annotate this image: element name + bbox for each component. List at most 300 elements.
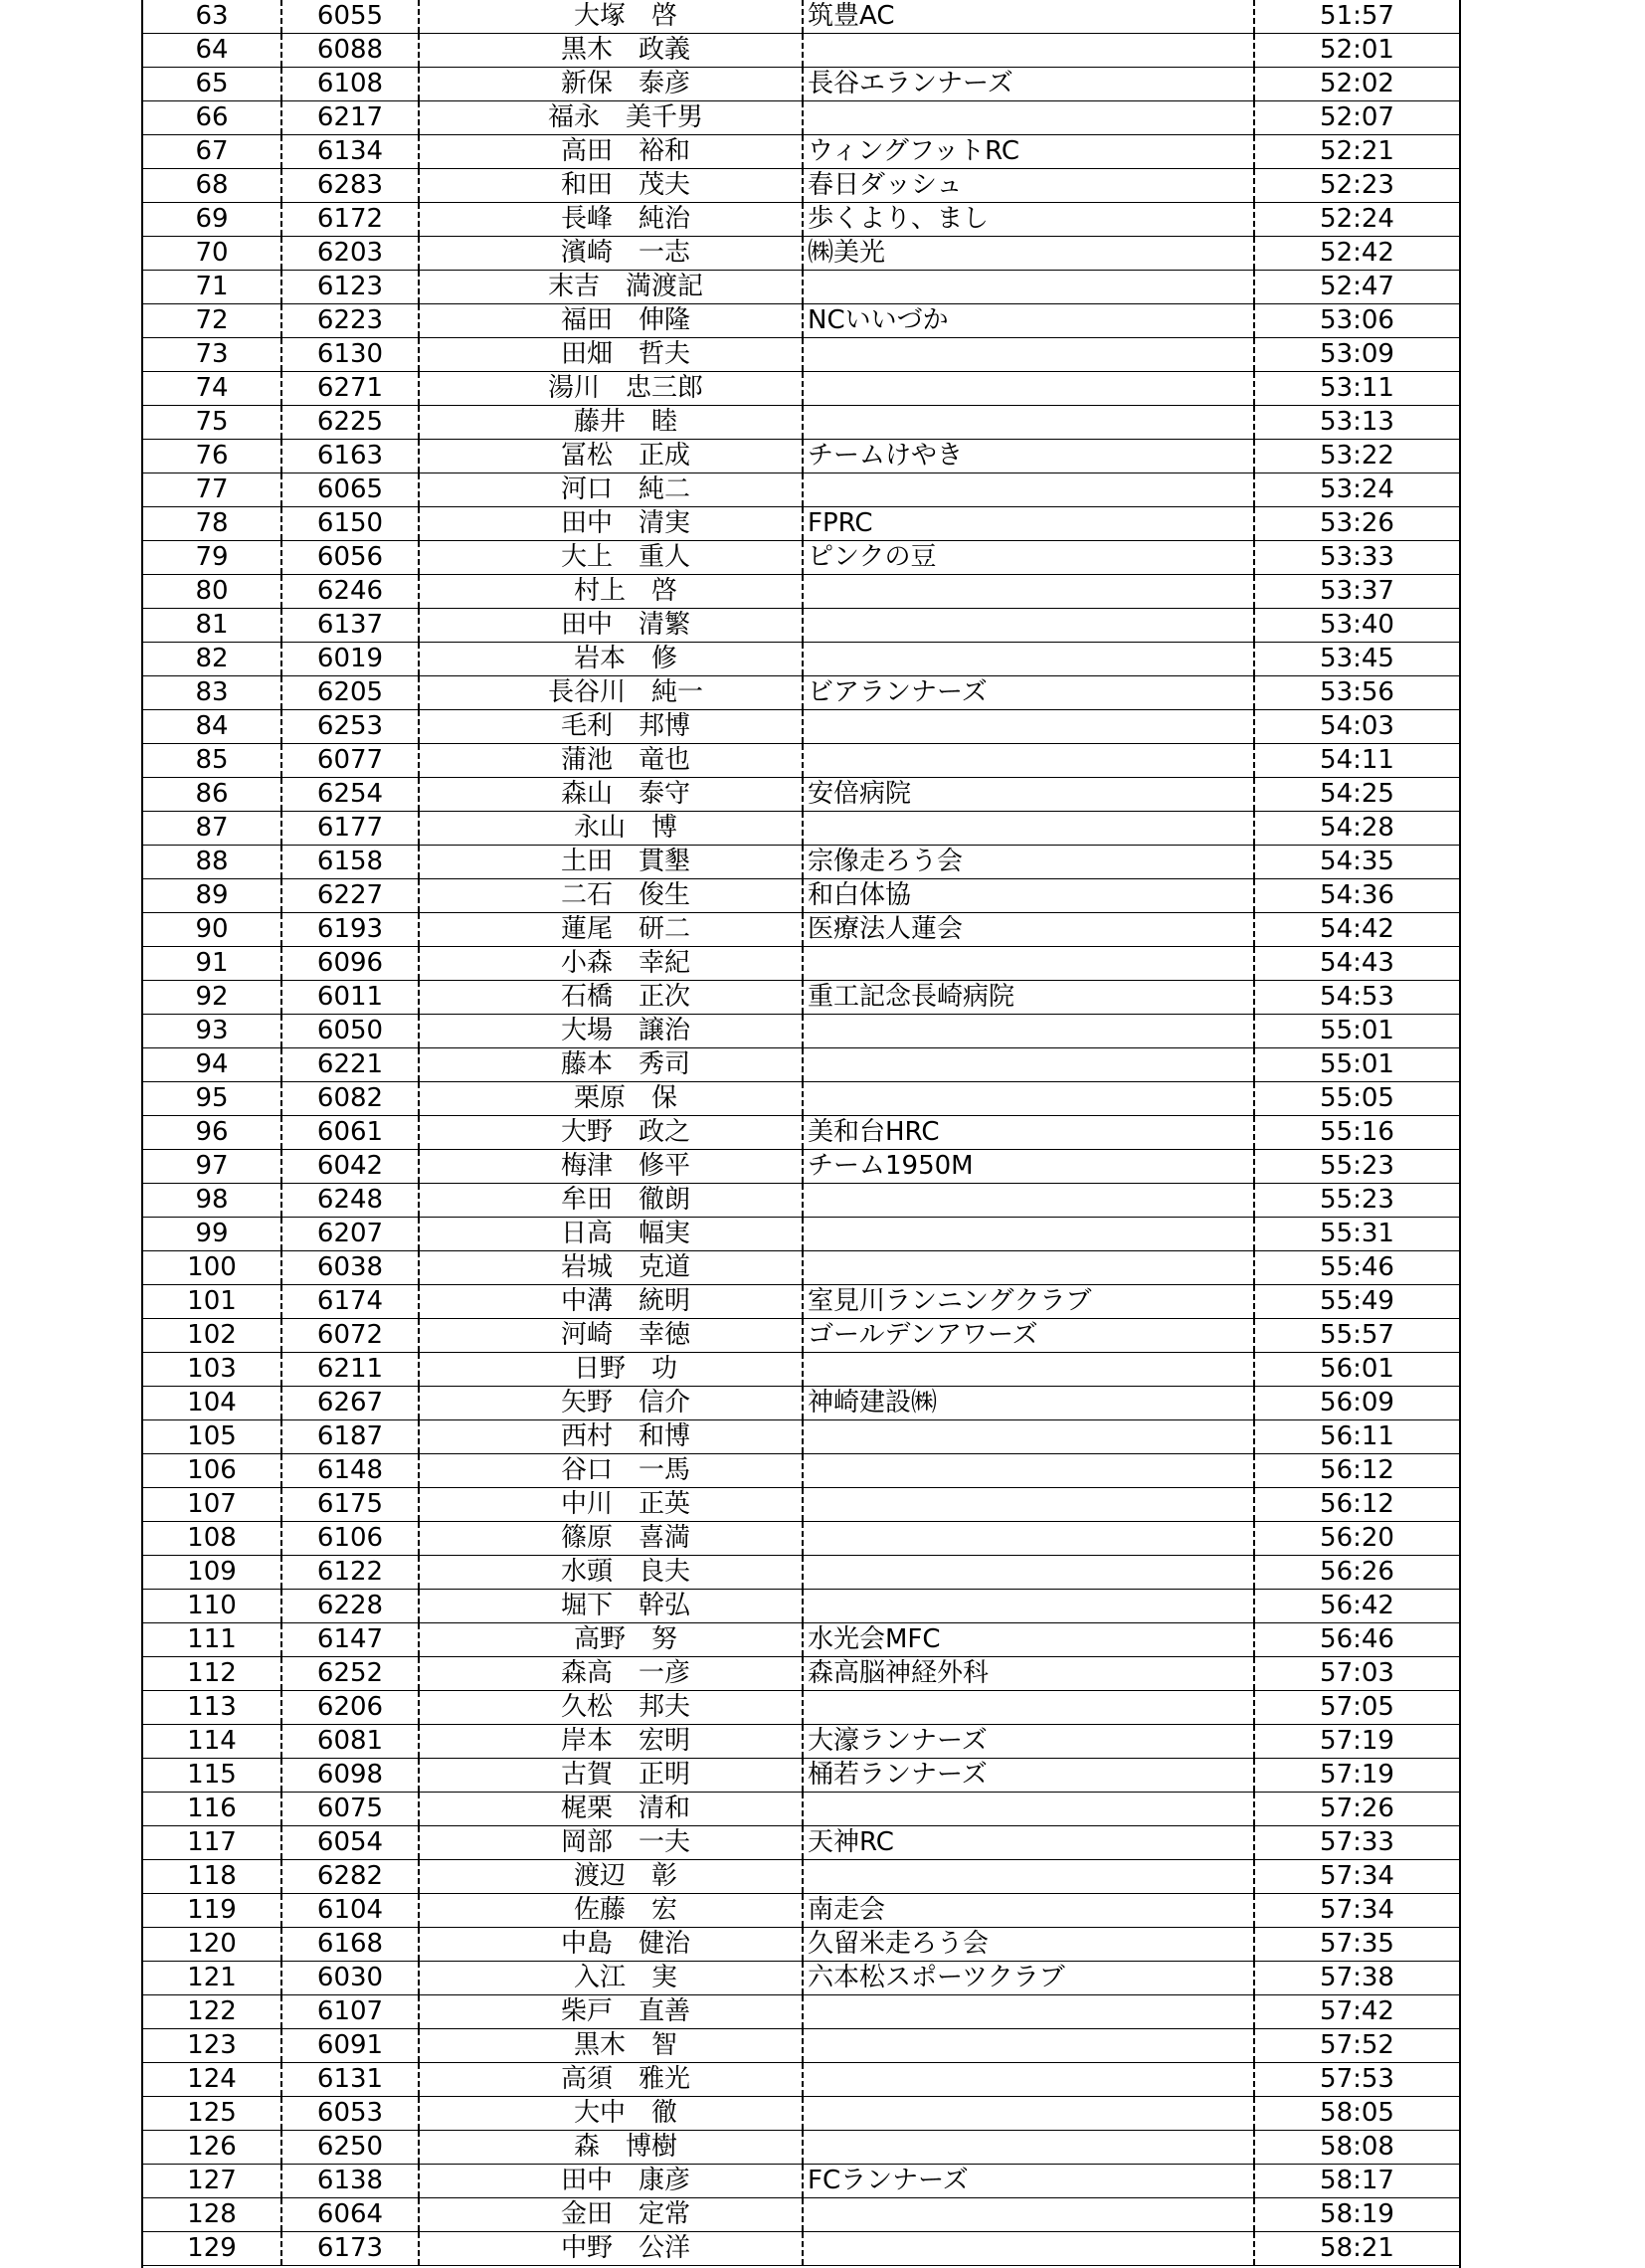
team-cell (804, 1860, 1255, 1893)
team-cell: 南走会 (804, 1894, 1255, 1927)
rank-cell: 67 (143, 135, 282, 168)
runner-name-cell: 村上 啓 (420, 575, 804, 608)
runner-name-cell: 岡部 一夫 (420, 1826, 804, 1859)
team-cell (804, 34, 1255, 67)
bib-number-cell: 6271 (282, 372, 420, 405)
bib-number-cell: 6123 (282, 271, 420, 303)
bib-number-cell: 6061 (282, 1116, 420, 1149)
table-row (143, 778, 1459, 812)
bib-number-cell: 6225 (282, 406, 420, 439)
rank-cell: 70 (143, 237, 282, 270)
team-cell (804, 812, 1255, 845)
table-row (143, 237, 1459, 271)
table-row (143, 271, 1459, 304)
rank-cell: 113 (143, 1691, 282, 1724)
team-cell (804, 947, 1255, 980)
finish-time-cell: 57:52 (1320, 2030, 1394, 2060)
table-row (143, 406, 1459, 440)
bib-number-cell: 6174 (282, 1285, 420, 1318)
table-row (143, 1928, 1459, 1962)
runner-name-cell: 堀下 幹弘 (420, 1590, 804, 1622)
rank-cell: 102 (143, 1319, 282, 1352)
table-row (143, 372, 1459, 406)
team-cell (804, 1420, 1255, 1453)
bib-number-cell: 6158 (282, 846, 420, 878)
table-row (143, 473, 1459, 507)
rank-cell: 106 (143, 1454, 282, 1487)
runner-name-cell: 中野 公洋 (420, 2232, 804, 2265)
table-row (143, 0, 1459, 34)
finish-time-cell: 57:19 (1320, 1760, 1394, 1790)
table-row (143, 1251, 1459, 1285)
finish-time-cell: 56:01 (1320, 1354, 1394, 1384)
rank-cell: 91 (143, 947, 282, 980)
runner-name-cell: 田中 清繁 (420, 609, 804, 642)
table-row (143, 203, 1459, 237)
bib-number-cell: 6075 (282, 1793, 420, 1825)
runner-name-cell: 岸本 宏明 (420, 1725, 804, 1758)
runner-name-cell: 末吉 満渡記 (420, 271, 804, 303)
table-row (143, 169, 1459, 203)
bib-number-cell: 6193 (282, 913, 420, 946)
finish-time-cell: 57:35 (1320, 1929, 1394, 1959)
bib-number-cell: 6065 (282, 473, 420, 506)
rank-cell: 99 (143, 1218, 282, 1250)
finish-time-cell: 53:45 (1320, 644, 1394, 673)
runner-name-cell: 谷口 一馬 (420, 1454, 804, 1487)
bib-number-cell: 6206 (282, 1691, 420, 1724)
bib-number-cell: 6283 (282, 169, 420, 202)
rank-cell: 115 (143, 1759, 282, 1792)
team-cell (804, 1522, 1255, 1555)
rank-cell: 85 (143, 744, 282, 777)
runner-name-cell: 黒木 政義 (420, 34, 804, 67)
rank-cell: 121 (143, 1962, 282, 1994)
rank-cell: 89 (143, 879, 282, 912)
bib-number-cell: 6228 (282, 1590, 420, 1622)
rank-cell: 92 (143, 981, 282, 1014)
bib-number-cell: 6019 (282, 643, 420, 675)
finish-time-cell: 56:46 (1320, 1624, 1394, 1654)
table-row (143, 575, 1459, 609)
table-row (143, 710, 1459, 744)
runner-name-cell: 新保 泰彦 (420, 68, 804, 100)
bib-number-cell: 6081 (282, 1725, 420, 1758)
rank-cell: 103 (143, 1353, 282, 1386)
rank-cell: 86 (143, 778, 282, 811)
finish-time-cell: 55:01 (1320, 1049, 1394, 1079)
rank-cell: 100 (143, 1251, 282, 1284)
finish-time-cell: 53:11 (1320, 373, 1394, 403)
team-cell: ウィングフットRC (804, 135, 1255, 168)
table-row (143, 1319, 1459, 1353)
finish-time-cell: 54:42 (1320, 914, 1394, 944)
bib-number-cell: 6042 (282, 1150, 420, 1183)
finish-time-cell: 55:01 (1320, 1016, 1394, 1045)
bib-number-cell: 6205 (282, 676, 420, 709)
bib-number-cell: 6150 (282, 507, 420, 540)
team-cell (804, 1251, 1255, 1284)
team-cell (804, 1015, 1255, 1047)
runner-name-cell: 大中 徹 (420, 2097, 804, 2130)
bib-number-cell: 6203 (282, 237, 420, 270)
rank-cell: 94 (143, 1048, 282, 1081)
rank-cell: 72 (143, 304, 282, 337)
rank-cell: 77 (143, 473, 282, 506)
runner-name-cell: 蒲池 竜也 (420, 744, 804, 777)
table-row (143, 913, 1459, 947)
team-cell (804, 2097, 1255, 2130)
runner-name-cell: 日高 幅実 (420, 1218, 804, 1250)
team-cell (804, 1184, 1255, 1217)
runner-name-cell: 小森 幸紀 (420, 947, 804, 980)
team-cell: 神崎建設㈱ (804, 1387, 1255, 1419)
finish-time-cell: 55:49 (1320, 1286, 1394, 1316)
finish-time-cell: 57:34 (1320, 1895, 1394, 1925)
table-row (143, 1082, 1459, 1116)
finish-time-cell: 53:09 (1320, 339, 1394, 369)
bib-number-cell: 6148 (282, 1454, 420, 1487)
runner-name-cell: 中川 正英 (420, 1488, 804, 1521)
table-row (143, 541, 1459, 575)
table-row (143, 1623, 1459, 1657)
bib-number-cell: 6088 (282, 34, 420, 67)
bib-number-cell: 6107 (282, 1995, 420, 2028)
rank-cell: 90 (143, 913, 282, 946)
team-cell: ゴールデンアワーズ (804, 1319, 1255, 1352)
rank-cell: 128 (143, 2198, 282, 2231)
runner-name-cell: 大上 重人 (420, 541, 804, 574)
rank-cell: 112 (143, 1657, 282, 1690)
table-row (143, 1285, 1459, 1319)
rank-cell: 123 (143, 2029, 282, 2062)
finish-time-cell: 56:26 (1320, 1557, 1394, 1587)
table-row (143, 879, 1459, 913)
team-cell (804, 575, 1255, 608)
bib-number-cell: 6217 (282, 101, 420, 134)
team-cell (804, 1454, 1255, 1487)
rank-cell: 107 (143, 1488, 282, 1521)
finish-time-cell: 55:23 (1320, 1151, 1394, 1181)
runner-name-cell: 濱崎 一志 (420, 237, 804, 270)
bib-number-cell: 6246 (282, 575, 420, 608)
finish-time-cell: 55:05 (1320, 1083, 1394, 1113)
rank-cell: 109 (143, 1556, 282, 1589)
runner-name-cell: 河崎 幸徳 (420, 1319, 804, 1352)
rank-cell: 110 (143, 1590, 282, 1622)
runner-name-cell: 藤本 秀司 (420, 1048, 804, 1081)
team-cell (804, 2063, 1255, 2096)
runner-name-cell: 高須 雅光 (420, 2063, 804, 2096)
finish-time-cell: 52:24 (1320, 204, 1394, 234)
rank-cell: 127 (143, 2165, 282, 2197)
team-cell (804, 473, 1255, 506)
table-row (143, 812, 1459, 846)
team-cell: チーム1950M (804, 1150, 1255, 1183)
team-cell (804, 1793, 1255, 1825)
table-row (143, 1048, 1459, 1082)
finish-time-cell: 54:36 (1320, 880, 1394, 910)
table-row (143, 947, 1459, 981)
bib-number-cell: 6096 (282, 947, 420, 980)
finish-time-cell: 53:24 (1320, 474, 1394, 504)
finish-time-cell: 53:40 (1320, 610, 1394, 640)
team-cell (804, 710, 1255, 743)
runner-name-cell: 湯川 忠三郎 (420, 372, 804, 405)
table-row (143, 1488, 1459, 1522)
table-row (143, 1691, 1459, 1725)
runner-name-cell: 中島 健治 (420, 1928, 804, 1961)
team-cell (804, 271, 1255, 303)
bib-number-cell: 6072 (282, 1319, 420, 1352)
bib-number-cell: 6122 (282, 1556, 420, 1589)
team-cell (804, 1353, 1255, 1386)
team-cell (804, 1048, 1255, 1081)
bib-number-cell: 6106 (282, 1522, 420, 1555)
finish-time-cell: 57:42 (1320, 1996, 1394, 2026)
table-row (143, 1826, 1459, 1860)
runner-name-cell: 石橋 正次 (420, 981, 804, 1014)
team-cell: ㈱美光 (804, 237, 1255, 270)
bib-number-cell: 6187 (282, 1420, 420, 1453)
bib-number-cell: 6056 (282, 541, 420, 574)
team-cell (804, 1995, 1255, 2028)
bib-number-cell: 6282 (282, 1860, 420, 1893)
finish-time-cell: 53:33 (1320, 542, 1394, 572)
rank-cell: 65 (143, 68, 282, 100)
runner-name-cell: 土田 貫墾 (420, 846, 804, 878)
bib-number-cell: 6131 (282, 2063, 420, 2096)
rank-cell: 75 (143, 406, 282, 439)
finish-time-cell: 53:22 (1320, 441, 1394, 471)
team-cell: 久留米走ろう会 (804, 1928, 1255, 1961)
rank-cell: 96 (143, 1116, 282, 1149)
bib-number-cell: 6108 (282, 68, 420, 100)
bib-number-cell: 6138 (282, 2165, 420, 2197)
bib-number-cell: 6030 (282, 1962, 420, 1994)
rank-cell: 97 (143, 1150, 282, 1183)
finish-time-cell: 52:02 (1320, 69, 1394, 98)
bib-number-cell: 6038 (282, 1251, 420, 1284)
bib-number-cell: 6175 (282, 1488, 420, 1521)
finish-time-cell: 58:05 (1320, 2098, 1394, 2128)
team-cell: ピンクの豆 (804, 541, 1255, 574)
team-cell: チームけやき (804, 440, 1255, 472)
runner-name-cell: 水頭 良夫 (420, 1556, 804, 1589)
finish-time-cell: 58:08 (1320, 2132, 1394, 2162)
runner-name-cell: 二石 俊生 (420, 879, 804, 912)
bib-number-cell: 6168 (282, 1928, 420, 1961)
table-row (143, 304, 1459, 338)
table-row (143, 1725, 1459, 1759)
runner-name-cell: 岩本 修 (420, 643, 804, 675)
bib-number-cell: 6267 (282, 1387, 420, 1419)
rank-cell: 76 (143, 440, 282, 472)
team-cell: NCいいづか (804, 304, 1255, 337)
finish-time-cell: 56:09 (1320, 1388, 1394, 1418)
runner-name-cell: 西村 和博 (420, 1420, 804, 1453)
finish-time-cell: 56:12 (1320, 1489, 1394, 1519)
team-cell (804, 406, 1255, 439)
team-cell (804, 101, 1255, 134)
table-row (143, 101, 1459, 135)
table-row (143, 440, 1459, 473)
bib-number-cell: 6147 (282, 1623, 420, 1656)
bib-number-cell: 6050 (282, 1015, 420, 1047)
finish-time-cell: 53:56 (1320, 677, 1394, 707)
team-cell: 水光会MFC (804, 1623, 1255, 1656)
team-cell: 宗像走ろう会 (804, 846, 1255, 878)
finish-time-cell: 55:23 (1320, 1185, 1394, 1215)
team-cell: 天神RC (804, 1826, 1255, 1859)
finish-time-cell: 55:46 (1320, 1252, 1394, 1282)
finish-time-cell: 53:26 (1320, 508, 1394, 538)
runner-name-cell: 古賀 正明 (420, 1759, 804, 1792)
bib-number-cell: 6064 (282, 2198, 420, 2231)
bib-number-cell: 6137 (282, 609, 420, 642)
team-cell (804, 2029, 1255, 2062)
table-row (143, 1962, 1459, 1995)
bib-number-cell: 6173 (282, 2232, 420, 2265)
rank-cell: 111 (143, 1623, 282, 1656)
table-row (143, 1454, 1459, 1488)
rank-cell: 82 (143, 643, 282, 675)
rank-cell: 98 (143, 1184, 282, 1217)
runner-name-cell: 福田 伸隆 (420, 304, 804, 337)
table-row (143, 2063, 1459, 2097)
runner-name-cell: 長谷川 純一 (420, 676, 804, 709)
finish-time-cell: 54:25 (1320, 779, 1394, 809)
runner-name-cell: 日野 功 (420, 1353, 804, 1386)
bib-number-cell: 6248 (282, 1184, 420, 1217)
rank-cell: 84 (143, 710, 282, 743)
finish-time-cell: 54:53 (1320, 982, 1394, 1012)
finish-time-cell: 58:21 (1320, 2233, 1394, 2263)
rank-cell: 101 (143, 1285, 282, 1318)
team-cell: 和白体協 (804, 879, 1255, 912)
finish-time-cell: 52:42 (1320, 238, 1394, 268)
table-row (143, 2029, 1459, 2063)
team-cell (804, 372, 1255, 405)
rank-cell: 81 (143, 609, 282, 642)
runner-name-cell: 田畑 哲夫 (420, 338, 804, 371)
rank-cell: 69 (143, 203, 282, 236)
table-row (143, 2232, 1459, 2266)
bib-number-cell: 6098 (282, 1759, 420, 1792)
table-row (143, 135, 1459, 169)
team-cell: FCランナーズ (804, 2165, 1255, 2197)
finish-time-cell: 52:01 (1320, 35, 1394, 65)
rank-cell: 108 (143, 1522, 282, 1555)
table-row (143, 1860, 1459, 1894)
finish-time-cell: 52:21 (1320, 136, 1394, 166)
table-row (143, 1116, 1459, 1150)
table-row (143, 338, 1459, 372)
team-cell (804, 338, 1255, 371)
rank-cell: 117 (143, 1826, 282, 1859)
rank-cell: 95 (143, 1082, 282, 1115)
runner-name-cell: 栗原 保 (420, 1082, 804, 1115)
table-row (143, 68, 1459, 101)
table-row (143, 609, 1459, 643)
team-cell: 美和台HRC (804, 1116, 1255, 1149)
runner-name-cell: 佐藤 宏 (420, 1894, 804, 1927)
team-cell (804, 1488, 1255, 1521)
runner-name-cell: 梶栗 清和 (420, 1793, 804, 1825)
finish-time-cell: 53:06 (1320, 305, 1394, 335)
runner-name-cell: 長峰 純治 (420, 203, 804, 236)
bib-number-cell: 6250 (282, 2131, 420, 2164)
table-row (143, 1015, 1459, 1048)
table-row (143, 2165, 1459, 2198)
runner-name-cell: 森 博樹 (420, 2131, 804, 2164)
bib-number-cell: 6163 (282, 440, 420, 472)
finish-time-cell: 55:31 (1320, 1219, 1394, 1248)
finish-time-cell: 56:20 (1320, 1523, 1394, 1553)
finish-time-cell: 57:03 (1320, 1658, 1394, 1688)
table-row (143, 1556, 1459, 1590)
bib-number-cell: 6104 (282, 1894, 420, 1927)
rank-cell: 68 (143, 169, 282, 202)
bib-number-cell: 6252 (282, 1657, 420, 1690)
bib-number-cell: 6011 (282, 981, 420, 1014)
bib-number-cell: 6077 (282, 744, 420, 777)
table-row (143, 846, 1459, 879)
table-row (143, 1387, 1459, 1420)
runner-name-cell: 中溝 統明 (420, 1285, 804, 1318)
finish-time-cell: 57:38 (1320, 1963, 1394, 1992)
table-row (143, 2097, 1459, 2131)
team-cell: ビアランナーズ (804, 676, 1255, 709)
rank-cell: 78 (143, 507, 282, 540)
runner-name-cell: 永山 博 (420, 812, 804, 845)
finish-time-cell: 54:11 (1320, 745, 1394, 775)
runner-name-cell: 田中 清実 (420, 507, 804, 540)
runner-name-cell: 蓮尾 研二 (420, 913, 804, 946)
finish-time-cell: 54:28 (1320, 813, 1394, 843)
runner-name-cell: 岩城 克道 (420, 1251, 804, 1284)
runner-name-cell: 大塚 啓 (420, 0, 804, 33)
table-row (143, 507, 1459, 541)
finish-time-cell: 56:12 (1320, 1455, 1394, 1485)
finish-time-cell: 53:13 (1320, 407, 1394, 437)
runner-name-cell: 梅津 修平 (420, 1150, 804, 1183)
team-cell: FPRC (804, 507, 1255, 540)
rank-cell: 125 (143, 2097, 282, 2130)
rank-cell: 93 (143, 1015, 282, 1047)
bib-number-cell: 6253 (282, 710, 420, 743)
team-cell (804, 744, 1255, 777)
finish-time-cell: 56:42 (1320, 1591, 1394, 1620)
team-cell (804, 609, 1255, 642)
finish-time-cell: 52:23 (1320, 170, 1394, 200)
runner-name-cell: 和田 茂夫 (420, 169, 804, 202)
bib-number-cell: 6055 (282, 0, 420, 33)
table-row (143, 1522, 1459, 1556)
runner-name-cell: 黒木 智 (420, 2029, 804, 2062)
runner-name-cell: 牟田 徹朗 (420, 1184, 804, 1217)
finish-time-cell: 57:53 (1320, 2064, 1394, 2094)
table-row (143, 1150, 1459, 1184)
table-row (143, 1793, 1459, 1826)
team-cell: 歩くより、まし (804, 203, 1255, 236)
runner-name-cell: 柴戸 直善 (420, 1995, 804, 2028)
runner-name-cell: 篠原 喜満 (420, 1522, 804, 1555)
rank-cell: 80 (143, 575, 282, 608)
team-cell (804, 1082, 1255, 1115)
rank-cell: 105 (143, 1420, 282, 1453)
table-row (143, 676, 1459, 710)
